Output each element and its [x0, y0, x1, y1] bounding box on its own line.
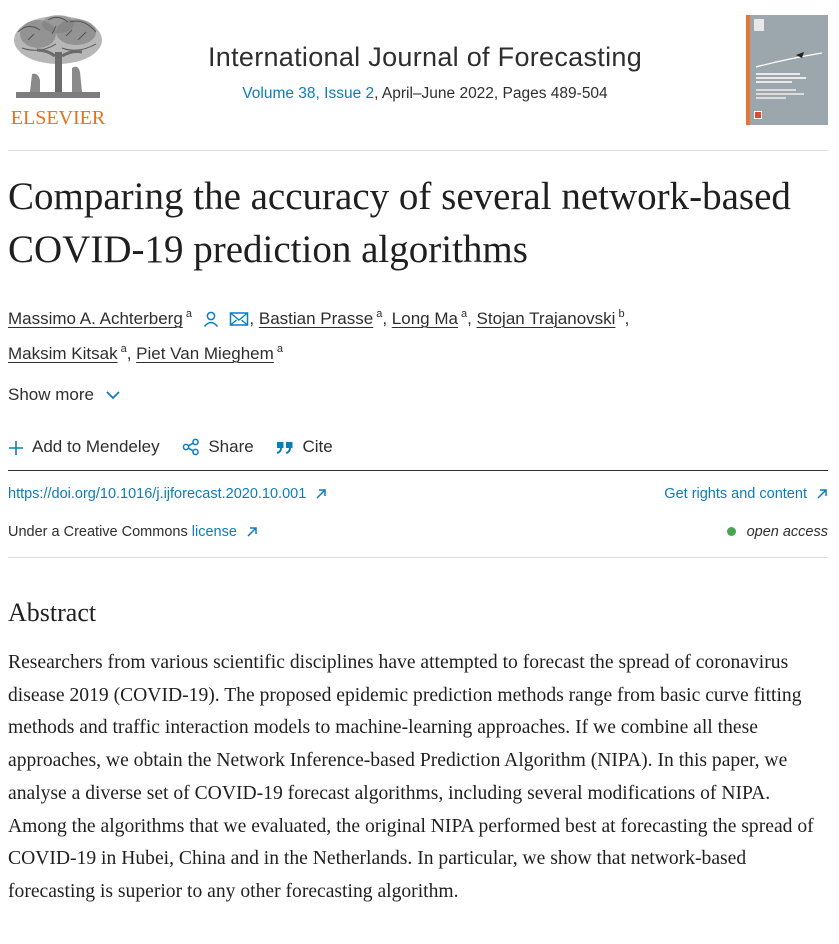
affiliation-marker: a [376, 308, 383, 320]
issue-date-pages: , April–June 2022, Pages 489-504 [374, 85, 608, 102]
author-link[interactable]: Long Ma [391, 309, 458, 328]
add-to-mendeley-label: Add to Mendeley [32, 437, 160, 456]
plus-icon [8, 440, 24, 456]
elsevier-wordmark: ELSEVIER [10, 107, 106, 129]
license-link[interactable]: license [191, 524, 237, 540]
show-more-label: Show more [8, 385, 94, 404]
journal-cover-thumbnail[interactable] [746, 15, 828, 125]
affiliation-marker: a [185, 308, 192, 320]
author-link[interactable]: Massimo A. Achterberg [8, 309, 183, 328]
rights-link[interactable] [664, 486, 828, 502]
cite-button[interactable] [276, 437, 332, 457]
share-button[interactable] [182, 437, 253, 457]
author-list: Massimo A. Achterberg $^a$ , Bastian Prasse $^a$, Long Ma $^a$, Stojan Trajanovski $^b$, Maksim Kitsak $^a$, Piet Van Mieghem $^a$ [8, 308, 630, 363]
chevron-down-icon [105, 387, 121, 403]
tree-logo-icon [8, 12, 108, 104]
email-icon[interactable] [229, 310, 249, 328]
open-access-badge [727, 524, 828, 540]
article-actions [8, 437, 351, 457]
external-link-icon [315, 488, 327, 500]
doi-link[interactable] [8, 486, 327, 502]
affiliation-marker: a [460, 308, 468, 320]
author-link[interactable]: Maksim Kitsak [8, 344, 118, 363]
share-icon [182, 438, 200, 456]
journal-cover-image [746, 15, 828, 125]
journal-title[interactable]: International Journal of Forecasting [207, 42, 643, 72]
header-divider [8, 150, 828, 151]
open-access-label: open access [746, 524, 828, 540]
article-title: Comparing the accuracy of several network-based COVID-19 prediction algorithms [8, 175, 791, 271]
journal-header [0, 0, 839, 150]
affiliation-marker: a [276, 343, 283, 355]
abstract-heading: Abstract [8, 598, 97, 627]
author-link[interactable]: Piet Van Mieghem [136, 344, 274, 363]
author-link[interactable]: Bastian Prasse [258, 309, 374, 328]
issue-details [110, 85, 740, 103]
license-notice [8, 524, 258, 540]
open-access-dot-icon [727, 527, 736, 536]
external-link-icon [246, 526, 258, 538]
actions-divider [8, 470, 828, 471]
meta-divider [8, 557, 828, 558]
doi-text: https://doi.org/10.1016/j.ijforecast.2020.10.001 [8, 486, 307, 502]
author-link[interactable]: Stojan Trajanovski [476, 309, 616, 328]
affiliation-marker: b [618, 308, 625, 320]
share-label: Share [208, 437, 254, 456]
person-icon[interactable] [202, 310, 220, 328]
license-prefix: Under a Creative Commons [8, 524, 192, 540]
affiliation-marker: a [120, 343, 127, 355]
show-more-button[interactable] [8, 385, 121, 405]
rights-text: Get rights and content [664, 486, 807, 502]
external-link-icon [816, 488, 828, 500]
volume-issue-link[interactable]: Volume 38, Issue 2 [242, 85, 375, 102]
cite-label: Cite [302, 437, 333, 456]
abstract-body: Researchers from various scientific disciplines have attempted to forecast the spread of coronavirus disease 2019 (COVID-19). The proposed epidemic prediction methods range from basic curve fitting methods and traffic interaction models to machine-learning approaches. If we combine all these approaches, we obtain the Network Inference-based Prediction Algorithm (NIPA). In this paper, we analyse a diverse set of COVID-19 forecast algorithms, including several modifications of NIPA. Among the algorithms that we evaluated, the original NIPA performed best at forecasting the spread of COVID-19 in Hubei, China and in the Netherlands. In particular, we show that network-based forecasting is superior to any other forecasting algorithm. [8, 652, 814, 902]
elsevier-logo[interactable] [8, 12, 108, 130]
add-to-mendeley-button[interactable] [8, 437, 160, 457]
quote-icon [276, 440, 294, 456]
